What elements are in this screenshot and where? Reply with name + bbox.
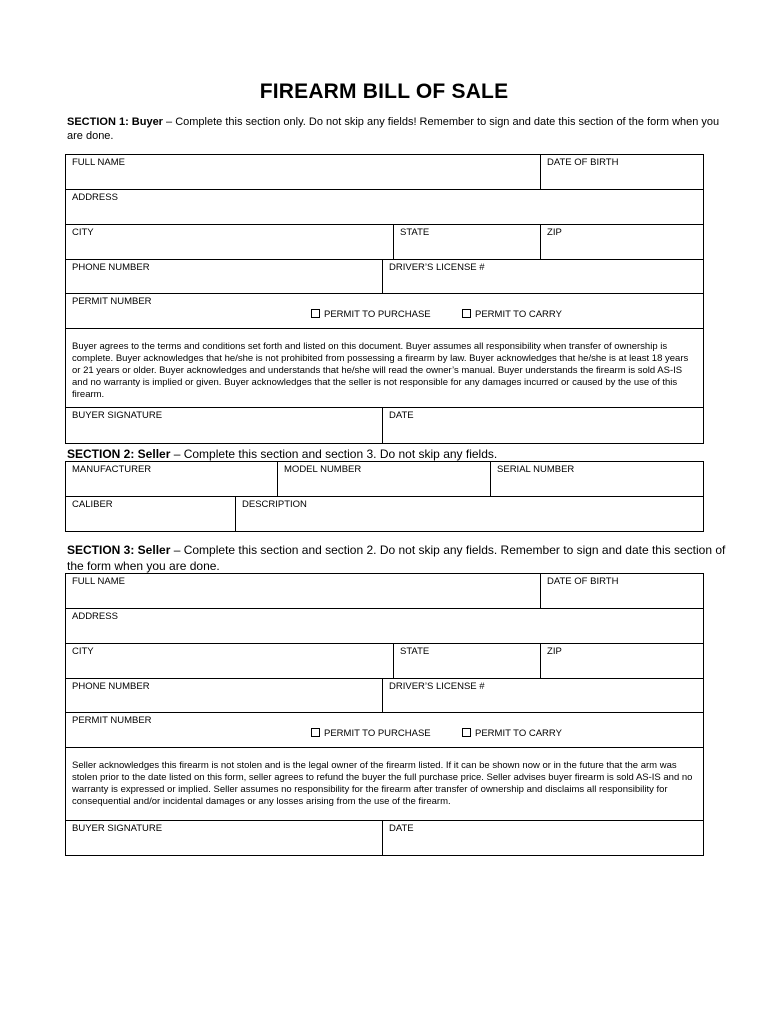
seller-phone-field[interactable]: [66, 679, 383, 713]
section2-heading-label: SECTION 2: Seller: [67, 447, 171, 461]
seller-city-label: CITY: [72, 646, 94, 657]
seller-state-label: STATE: [400, 646, 430, 657]
buyer-date-field[interactable]: [383, 408, 704, 444]
section1-heading-label: SECTION 1: Buyer: [67, 116, 163, 128]
buyer-state-field[interactable]: [394, 225, 541, 260]
model-number-field[interactable]: [278, 462, 491, 497]
seller-zip-label: ZIP: [547, 646, 562, 657]
seller-full-name-label: FULL NAME: [72, 576, 125, 587]
buyer-permit-to-purchase-option[interactable]: [311, 309, 431, 321]
buyer-date-label: DATE: [389, 410, 414, 421]
buyer-full-name-field[interactable]: [66, 155, 541, 190]
seller-permit-label: PERMIT NUMBER: [72, 715, 152, 726]
seller-signature-label: BUYER SIGNATURE: [72, 823, 163, 834]
checkbox-icon[interactable]: [311, 728, 320, 737]
description-label: DESCRIPTION: [242, 499, 307, 510]
buyer-zip-label: ZIP: [547, 227, 562, 238]
buyer-full-name-label: FULL NAME: [72, 157, 125, 168]
buyer-city-field[interactable]: [66, 225, 394, 260]
section1-heading: [67, 115, 727, 143]
section2-heading-instructions: – Complete this section and section 3. Do not skip any fields.: [170, 447, 498, 461]
buyer-city-label: CITY: [72, 227, 94, 238]
buyer-phone-field[interactable]: [66, 260, 383, 294]
manufacturer-label: MANUFACTURER: [72, 464, 152, 475]
seller-permit-options: [72, 728, 697, 740]
checkbox-icon[interactable]: [311, 309, 320, 318]
model-number-label: MODEL NUMBER: [284, 464, 362, 475]
seller-zip-field[interactable]: [541, 644, 704, 679]
firearm-form: [65, 461, 704, 532]
buyer-form: [65, 154, 704, 444]
serial-number-label: SERIAL NUMBER: [497, 464, 575, 475]
seller-permit-to-carry-option[interactable]: [462, 728, 562, 740]
seller-form: [65, 573, 704, 856]
caliber-label: CALIBER: [72, 499, 113, 510]
buyer-address-label: ADDRESS: [72, 192, 118, 203]
section3-heading-instructions: – Complete this section and section 2. Do not skip any fields. Remember to sign and date this section of the form when you are done.: [67, 543, 726, 573]
buyer-permit-options: [72, 309, 697, 321]
buyer-permit-label: PERMIT NUMBER: [72, 296, 152, 307]
seller-permit-to-purchase-option[interactable]: [311, 728, 431, 740]
buyer-phone-label: PHONE NUMBER: [72, 262, 150, 273]
serial-number-field[interactable]: [491, 462, 704, 497]
seller-dob-field[interactable]: [541, 574, 704, 609]
buyer-dob-field[interactable]: [541, 155, 704, 190]
buyer-permit-to-carry-option[interactable]: [462, 309, 562, 321]
buyer-permit-field[interactable]: [66, 294, 704, 329]
seller-permit-to-purchase-label: PERMIT TO PURCHASE: [324, 728, 431, 739]
seller-city-field[interactable]: [66, 644, 394, 679]
seller-dob-label: DATE OF BIRTH: [547, 576, 619, 587]
buyer-permit-to-carry-label: PERMIT TO CARRY: [475, 309, 562, 320]
buyer-signature-field[interactable]: [66, 408, 383, 444]
seller-full-name-field[interactable]: [66, 574, 541, 609]
description-field[interactable]: [236, 497, 704, 532]
seller-license-label: DRIVER’S LICENSE #: [389, 681, 485, 692]
buyer-signature-label: BUYER SIGNATURE: [72, 410, 163, 421]
buyer-agreement-text: Buyer agrees to the terms and conditions set forth and listed on this document. Buyer assumes all responsibility when transfer of ownership is complete. Buyer acknowledges that he/she is not prohibited from possessing a firearm by law. Buyer acknowledges that he/she is at least 18 years or 21 years or older. Buyer acknowledges and understands that he/she will read the owner’s manual. Buyer understands the firearm is sold AS-IS and no warranty is implied or given. Buyer acknowledges that the seller is not responsible for any damages incurred or caused by the use of this firearm.: [66, 329, 704, 408]
caliber-field[interactable]: [66, 497, 236, 532]
seller-signature-field[interactable]: [66, 821, 383, 856]
buyer-state-label: STATE: [400, 227, 430, 238]
seller-date-field[interactable]: [383, 821, 704, 856]
buyer-address-field[interactable]: [66, 190, 704, 225]
section1-heading-instructions: – Complete this section only. Do not skip any fields! Remember to sign and date this section of the form when you are done.: [67, 116, 720, 142]
seller-address-field[interactable]: [66, 609, 704, 644]
seller-permit-to-carry-label: PERMIT TO CARRY: [475, 728, 562, 739]
buyer-license-label: DRIVER’S LICENSE #: [389, 262, 485, 273]
buyer-permit-to-purchase-label: PERMIT TO PURCHASE: [324, 309, 431, 320]
checkbox-icon[interactable]: [462, 728, 471, 737]
seller-phone-label: PHONE NUMBER: [72, 681, 150, 692]
seller-permit-field[interactable]: [66, 713, 704, 748]
section3-heading: [67, 542, 727, 574]
buyer-license-field[interactable]: [383, 260, 704, 294]
seller-state-field[interactable]: [394, 644, 541, 679]
document-title: FIREARM BILL OF SALE: [259, 80, 509, 103]
seller-date-label: DATE: [389, 823, 414, 834]
buyer-dob-label: DATE OF BIRTH: [547, 157, 619, 168]
seller-agreement-text: Seller acknowledges this firearm is not stolen and is the legal owner of the firearm listed. If it can be shown now or in the future that the arm was stolen prior to the date listed on this form, seller agrees to refund the buyer the full purchase price. Seller advises buyer firearm is sold AS-IS and no warranty is expressed or implied. Seller assumes no responsibility for the firearm after transfer of ownership and disclaims all responsibility for consequential and/or incidental damages or any losses arising from the use of the firearm.: [66, 748, 704, 821]
seller-address-label: ADDRESS: [72, 611, 118, 622]
section3-heading-label: SECTION 3: Seller: [67, 543, 171, 557]
seller-license-field[interactable]: [383, 679, 704, 713]
checkbox-icon[interactable]: [462, 309, 471, 318]
section2-heading: [67, 446, 727, 462]
buyer-zip-field[interactable]: [541, 225, 704, 260]
manufacturer-field[interactable]: [66, 462, 278, 497]
